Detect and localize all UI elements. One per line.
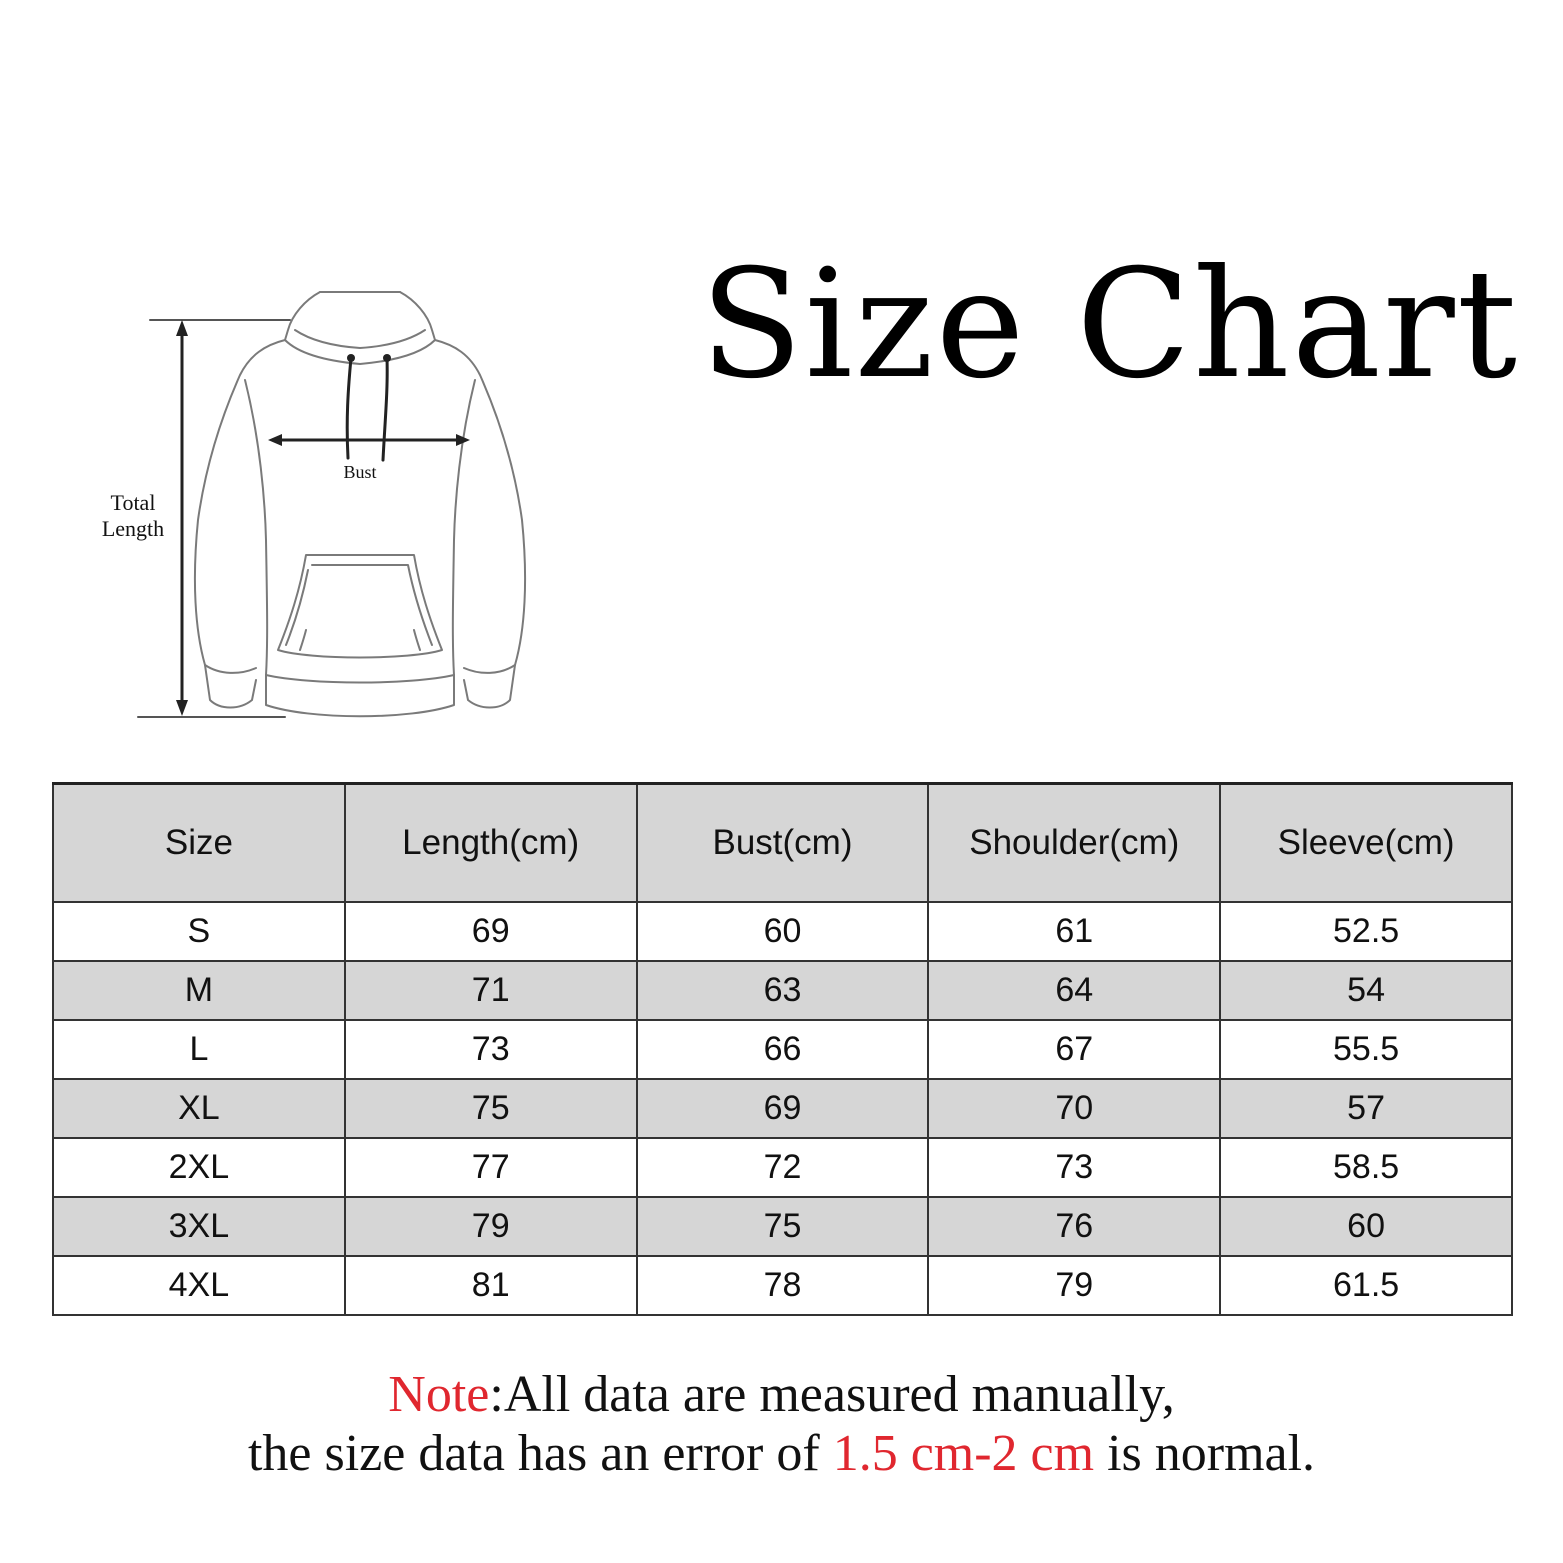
cell-size: 4XL	[53, 1256, 345, 1315]
cell-bust: 60	[637, 902, 929, 961]
cell-shoulder: 79	[928, 1256, 1220, 1315]
cell-length: 77	[345, 1138, 637, 1197]
cell-size: L	[53, 1020, 345, 1079]
cell-sleeve: 54	[1220, 961, 1512, 1020]
table-row	[53, 1138, 1512, 1197]
header-sleeve: Sleeve(cm)	[1220, 784, 1512, 903]
cell-bust: 69	[637, 1079, 929, 1138]
cell-length: 75	[345, 1079, 637, 1138]
cell-shoulder: 64	[928, 961, 1220, 1020]
page-title: Size Chart	[700, 238, 1519, 412]
cell-size: S	[53, 902, 345, 961]
cell-sleeve: 61.5	[1220, 1256, 1512, 1315]
cell-sleeve: 57	[1220, 1079, 1512, 1138]
cell-bust: 72	[637, 1138, 929, 1197]
cell-length: 79	[345, 1197, 637, 1256]
cell-size: XL	[53, 1079, 345, 1138]
header-size: Size	[53, 784, 345, 903]
cell-size: 3XL	[53, 1197, 345, 1256]
cell-sleeve: 58.5	[1220, 1138, 1512, 1197]
table-row	[53, 1079, 1512, 1138]
note-text-2a: the size data has an error of	[247, 1425, 833, 1482]
table-row	[53, 1256, 1512, 1315]
size-table	[52, 782, 1513, 1316]
note-text-2b: is normal.	[1094, 1425, 1316, 1482]
note-text-1: :All data are measured manually,	[489, 1366, 1175, 1423]
cell-shoulder: 67	[928, 1020, 1220, 1079]
note-error-range: 1.5 cm-2 cm	[832, 1425, 1095, 1482]
arrow-horizontal-icon	[268, 434, 470, 446]
table-row	[53, 1197, 1512, 1256]
cell-shoulder: 76	[928, 1197, 1220, 1256]
cell-shoulder: 70	[928, 1079, 1220, 1138]
cell-length: 69	[345, 902, 637, 961]
cell-sleeve: 60	[1220, 1197, 1512, 1256]
note-line-1	[0, 1365, 1563, 1424]
total-length-label: Total Length	[101, 490, 165, 541]
cell-sleeve: 52.5	[1220, 902, 1512, 961]
cell-size: M	[53, 961, 345, 1020]
table-row	[53, 902, 1512, 961]
cell-length: 71	[345, 961, 637, 1020]
cell-shoulder: 73	[928, 1138, 1220, 1197]
cell-shoulder: 61	[928, 902, 1220, 961]
cell-bust: 63	[637, 961, 929, 1020]
table-row	[53, 1020, 1512, 1079]
cell-sleeve: 55.5	[1220, 1020, 1512, 1079]
cell-length: 81	[345, 1256, 637, 1315]
cell-bust: 75	[637, 1197, 929, 1256]
cell-bust: 66	[637, 1020, 929, 1079]
header-length: Length(cm)	[345, 784, 637, 903]
bust-label: Bust	[343, 462, 377, 482]
table-header-row	[53, 784, 1512, 903]
note-line-2	[0, 1424, 1563, 1483]
header-bust: Bust(cm)	[637, 784, 929, 903]
header-shoulder: Shoulder(cm)	[928, 784, 1220, 903]
cell-bust: 78	[637, 1256, 929, 1315]
cell-size: 2XL	[53, 1138, 345, 1197]
table-row	[53, 961, 1512, 1020]
cell-length: 73	[345, 1020, 637, 1079]
note-label: Note	[388, 1366, 490, 1423]
